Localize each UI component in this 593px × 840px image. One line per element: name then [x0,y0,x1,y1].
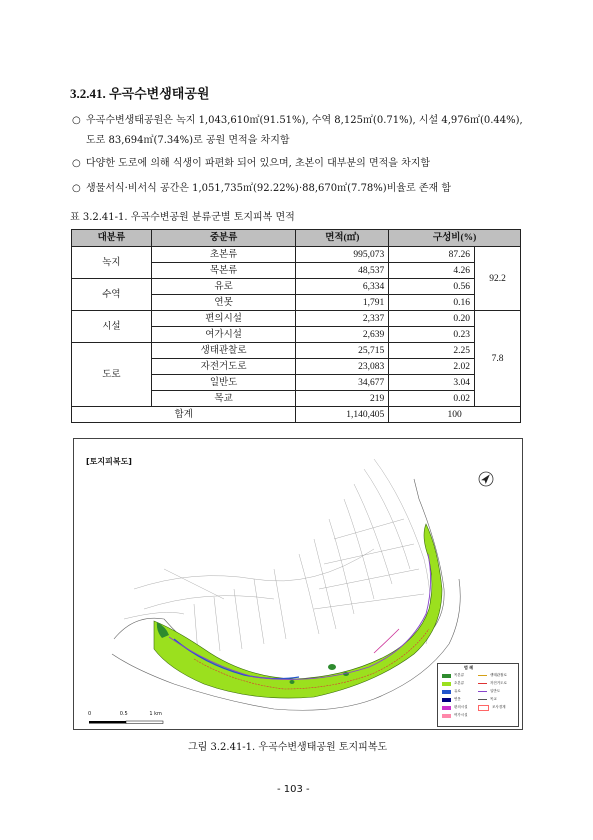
legend-swatch [442,706,451,710]
section-heading: 3.2.41. 우곡수변생태공원 [70,86,210,101]
bullet-mark: ○ [72,158,81,169]
major-cell: 시설 [72,311,152,343]
north-arrow-icon [479,472,493,486]
subtotal-cell: 92.2 [475,247,521,311]
header-ratio: 구성비(%) [389,230,521,247]
bullet-mark: ○ [72,183,81,194]
legend-item [442,705,468,710]
bullet-text: 생물서식·비서식 공간은 1,051,735㎡(92.22%)·88,670㎡(7.78%)비율로 존재 함 [86,183,452,194]
map-legend [437,663,519,727]
figure-caption: 그림 3.2.41-1. 우곡수변생태공원 토지피복도 [188,742,388,753]
bullet-text: 우곡수변생태공원은 녹지 1,043,610㎡(91.51%), 수역 8,125㎡(0.71%), 시설 4,976㎡(0.44%), [86,115,523,126]
legend-swatch [478,691,487,692]
legend-swatch [478,675,487,676]
bullet-habitat-ratio [72,182,451,196]
legend-label: 목교 [490,697,497,701]
legend-swatch [478,699,487,700]
minor-cell: 초본류 [151,247,296,263]
legend-label: 여가시설 [454,713,468,717]
ratio-cell: 0.23 [389,327,475,343]
header-major: 대분류 [72,230,152,247]
parcel-lines [124,459,431,654]
scale-bar [89,721,163,724]
ratio-cell: 0.16 [389,295,475,311]
major-cell: 도로 [72,343,152,407]
legend-label: 연못 [454,697,461,701]
ratio-cell: 0.20 [389,311,475,327]
table-row [72,247,521,263]
legend-item [478,681,507,686]
legend-item [478,705,506,710]
table-header-row [72,230,521,247]
legend-swatch [442,682,451,686]
bullet-area-summary-cont [86,134,290,148]
minor-cell: 일반도 [151,375,296,391]
legend-label: 목본류 [454,673,465,677]
land-cover-table [71,229,521,423]
minor-cell: 편의시설 [151,311,296,327]
table-row [72,343,521,359]
legend-item [442,697,461,702]
minor-cell: 연못 [151,295,296,311]
legend-swatch [442,674,451,678]
legend-label: 생태관찰로 [490,673,507,677]
legend-title: 범 례 [464,665,474,670]
total-area: 1,140,405 [296,407,389,423]
ratio-cell: 87.26 [389,247,475,263]
area-cell: 1,791 [296,295,389,311]
minor-cell: 목본류 [151,263,296,279]
legend-swatch [478,683,487,684]
legend-swatch [442,690,451,694]
area-cell: 219 [296,391,389,407]
herbaceous-area [154,524,442,698]
area-cell: 2,337 [296,311,389,327]
legend-label: 편의시설 [454,705,468,709]
subtotal-cell: 7.8 [475,311,521,407]
area-cell: 995,073 [296,247,389,263]
total-row [72,407,521,423]
legend-label: 초본류 [454,681,465,685]
minor-cell: 유로 [151,279,296,295]
scale-label-mid: 0.5 [119,711,128,717]
area-cell: 23,083 [296,359,389,375]
page-number: - 103 - [277,784,310,795]
major-cell: 녹지 [72,247,152,279]
minor-cell: 여가시설 [151,327,296,343]
legend-label: 유로 [454,689,461,693]
bullet-area-summary [72,114,523,128]
scale-label-0: 0 [88,711,92,717]
legend-item [478,697,497,702]
ratio-cell: 3.04 [389,375,475,391]
legend-label: 일반도 [490,689,501,693]
legend-swatch [442,714,451,718]
woody-patch [290,680,295,684]
bullet-text: 도로 83,694㎡(7.34%)로 공원 면적을 차지함 [86,135,290,146]
legend-swatch [442,698,451,702]
map-title: [토지피복도] [86,457,132,466]
scale-labels [88,711,162,717]
legend-item [442,713,468,718]
header-minor: 중분류 [151,230,296,247]
woody-patch [328,664,336,670]
table-row [72,311,521,327]
trail [374,629,399,653]
legend-label: 조사경계 [492,705,506,709]
total-label: 합계 [72,407,296,423]
table-caption: 표 3.2.41-1. 우곡수변공원 분류군별 토지피복 면적 [70,212,295,223]
legend-item [442,689,461,694]
bullet-text: 다양한 도로에 의해 식생이 파편화 되어 있으며, 초본이 대부분의 면적을 차지함 [86,158,431,169]
total-ratio: 100 [389,407,521,423]
ratio-cell: 0.56 [389,279,475,295]
area-cell: 34,677 [296,375,389,391]
ratio-cell: 4.26 [389,263,475,279]
table-row [72,279,521,295]
area-cell: 6,334 [296,279,389,295]
ratio-cell: 2.02 [389,359,475,375]
legend-swatch [478,705,489,711]
minor-cell: 목교 [151,391,296,407]
major-cell: 수역 [72,279,152,311]
legend-item [478,673,507,678]
minor-cell: 자전거도로 [151,359,296,375]
area-cell: 2,639 [296,327,389,343]
area-cell: 25,715 [296,343,389,359]
bullet-fragmentation [72,157,430,171]
scale-label-end: 1 km [149,711,162,717]
ratio-cell: 0.02 [389,391,475,407]
bullet-mark: ○ [72,115,81,126]
legend-item [442,681,464,686]
ratio-cell: 2.25 [389,343,475,359]
header-area: 면적(㎡) [296,230,389,247]
legend-item [442,673,464,678]
minor-cell: 생태관찰로 [151,343,296,359]
area-cell: 48,537 [296,263,389,279]
legend-item [478,689,500,694]
legend-label: 자전거도로 [490,681,507,685]
